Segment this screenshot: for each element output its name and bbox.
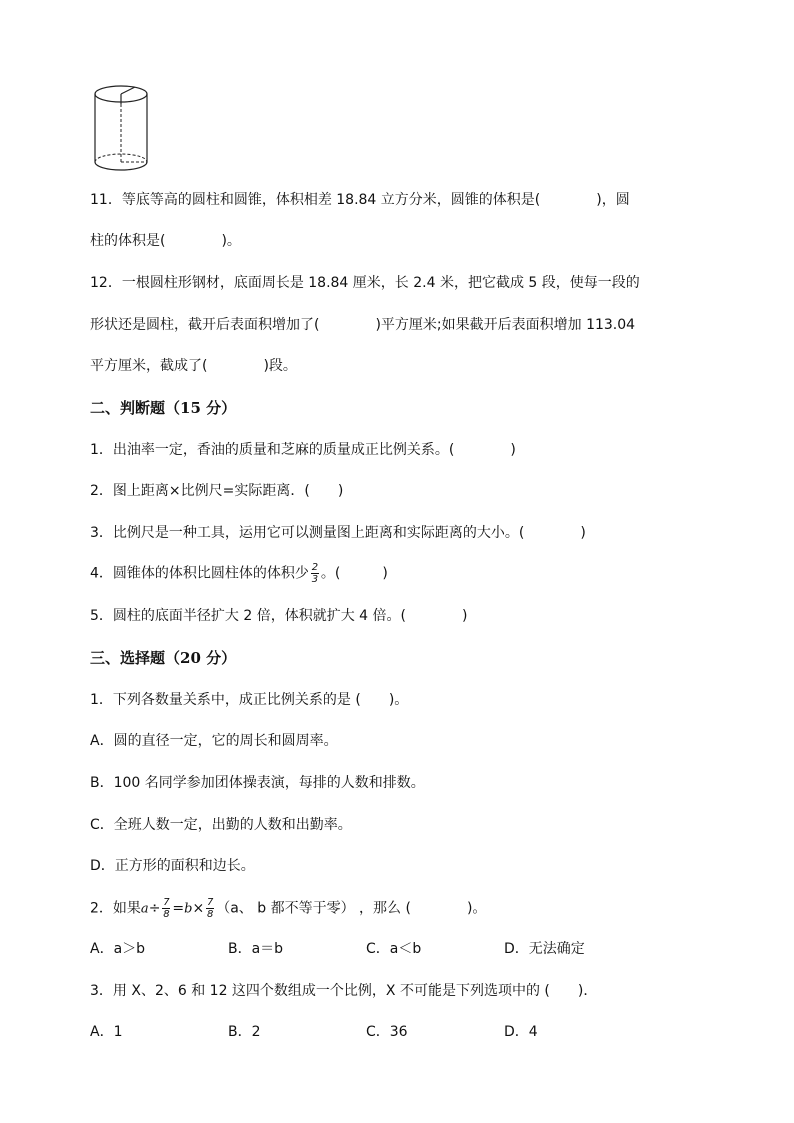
cylinder-figure-icon [90, 82, 152, 174]
fraction-two-thirds [311, 562, 319, 585]
choice-1-option-b: B．100 名同学参加团体操表演，每排的人数和排数。 [90, 775, 425, 791]
var-a: a [140, 901, 149, 917]
question-11-line1: 11．等底等高的圆柱和圆锥，体积相差 18.84 立方分米，圆锥的体积是( )，圆 [90, 192, 630, 208]
choice-2-options [90, 939, 585, 959]
choice-question-2 [90, 897, 486, 920]
question-12-line3: 平方厘米，截成了( )段。 [90, 358, 297, 374]
choice-question-3: 3．用 X、2、6 和 12 这四个数组成一个比例，X 不可能是下列选项中的 ( )． [90, 983, 598, 999]
fraction-seven-eighths-2 [206, 897, 214, 920]
question-12-line2: 形状还是圆柱，截开后表面积增加了( )平方厘米;如果截开后表面积增加 113.04 [90, 317, 636, 333]
judge-question-4 [90, 562, 388, 585]
var-b: b [184, 901, 193, 917]
fraction-numerator: 2 [311, 562, 319, 573]
choice-2-option-d: D．无法确定 [504, 941, 585, 957]
section-3-title: 三、选择题（20 分） [90, 649, 237, 667]
fraction-numerator: 7 [163, 897, 170, 908]
fraction-numerator: 7 [207, 897, 214, 908]
judge-question-4-tail: 。( ) [320, 565, 388, 582]
fraction-denominator: 8 [207, 909, 214, 920]
judge-question-4-text: 4．圆锥体的体积比圆柱体的体积少 [90, 565, 309, 582]
choice-3-option-a: A．1 [90, 1024, 123, 1040]
choice-3-option-d: D．4 [504, 1024, 538, 1040]
choice-1-option-d: D．正方形的面积和边长。 [90, 858, 255, 874]
divide-sign: ÷ [148, 900, 161, 917]
choice-2-option-c: C．a＜b [366, 941, 422, 957]
choice-3-option-b: B．2 [228, 1024, 261, 1040]
choice-2-prefix: 2．如果 [90, 900, 141, 917]
choice-1-option-a: A．圆的直径一定，它的周长和圆周率。 [90, 733, 338, 749]
choice-2-suffix: （a、 b 都不等于零） ，那么 ( )。 [216, 900, 487, 917]
section-2-title: 二、判断题（15 分） [90, 399, 237, 417]
judge-question-1: 1．出油率一定，香油的质量和芝麻的质量成正比例关系。( ) [90, 442, 516, 458]
question-12-line1: 12．一根圆柱形钢材，底面周长是 18.84 厘米，长 2.4 米，把它截成 5 段，使每一段的 [90, 275, 640, 291]
fraction-denominator: 3 [311, 574, 319, 585]
choice-2-option-a: A．a＞b [90, 941, 146, 957]
choice-1-option-c: C．全班人数一定，出勤的人数和出勤率。 [90, 817, 352, 833]
choice-2-option-b: B．a＝b [228, 941, 284, 957]
judge-question-2: 2．图上距离×比例尺=实际距离．( ) [90, 483, 344, 499]
equals-sign: = [172, 900, 185, 917]
judge-question-3: 3．比例尺是一种工具，运用它可以测量图上距离和实际距离的大小。( ) [90, 525, 586, 541]
choice-question-1: 1．下列各数量关系中，成正比例关系的是 ( )。 [90, 692, 409, 708]
choice-3-options [90, 1022, 538, 1042]
fraction-seven-eighths-1 [162, 897, 170, 920]
choice-3-option-c: C．36 [366, 1024, 408, 1040]
question-11-line2: 柱的体积是( )。 [90, 233, 241, 249]
fraction-denominator: 8 [163, 909, 170, 920]
judge-question-5: 5．圆柱的底面半径扩大 2 倍，体积就扩大 4 倍。( ) [90, 608, 468, 624]
times-sign: × [192, 900, 205, 917]
